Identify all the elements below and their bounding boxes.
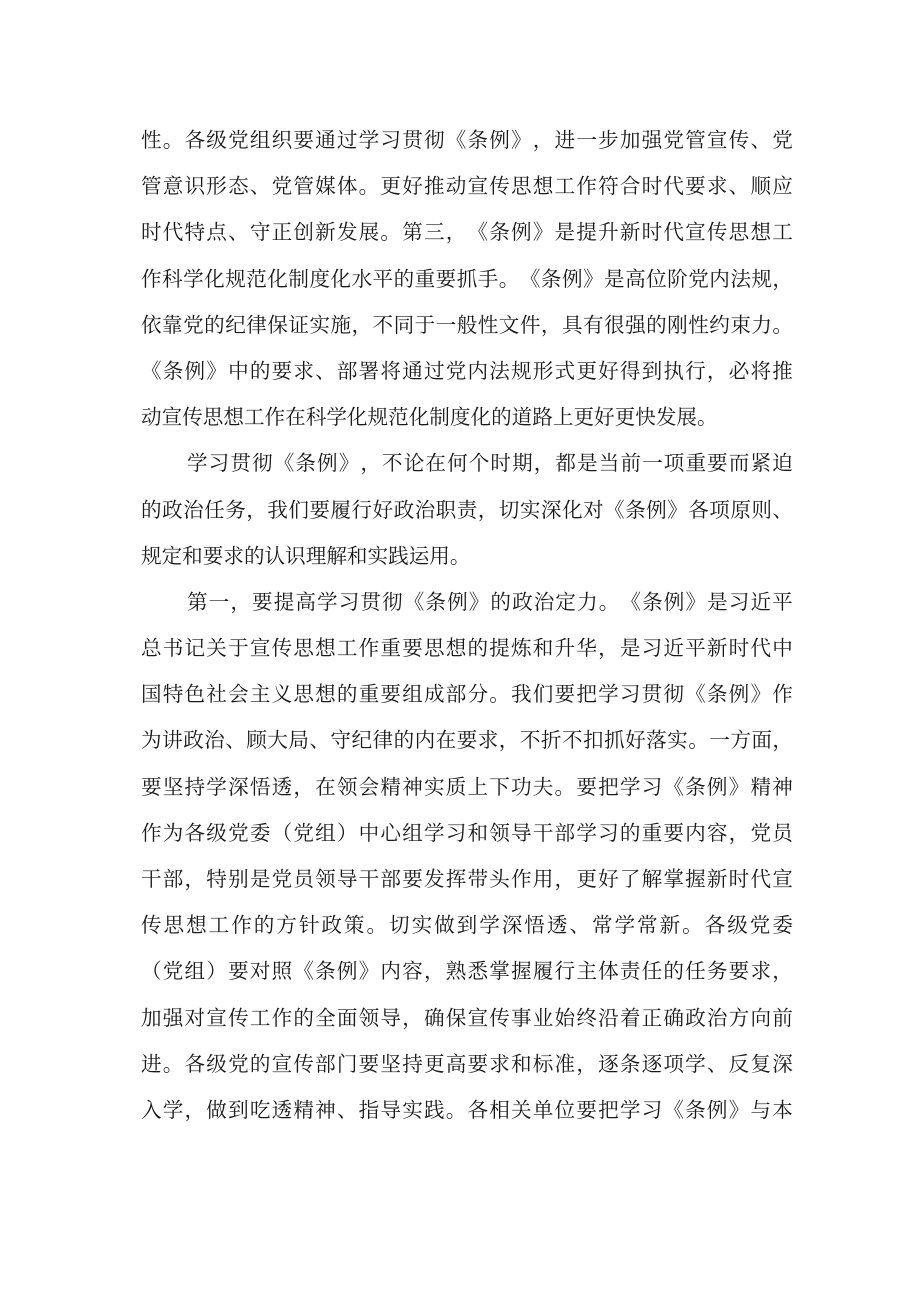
text-line: 《 条 例 》 中 的 要 求 、 部 署 将 通 过 党 内 法 规 形 式 更 好 得 到 执 行 ， 必 将 推	[141, 358, 793, 383]
text-line: 传 思 想 工 作 的 方 针 政 策 。 切 实 做 到 学 深 悟 透 、 常 学 常 新 。 各 级 党 委	[141, 913, 793, 938]
text-line: 总 书 记 关 于 宣 传 思 想 工 作 重 要 思 想 的 提 炼 和 升 华 ， 是 习 近 平 新 时 代 中	[141, 636, 793, 661]
text-line: 管 意 识 形 态 、 党 管 媒 体 。 更 好 推 动 宣 传 思 想 工 作 符 合 时 代 要 求 、 顺 应	[141, 174, 793, 199]
text-line: 加 强 对 宣 传 工 作 的 全 面 领 导 ， 确 保 宣 传 事 业 始 终 沿 着 正 确 政 治 方 向 前	[141, 1005, 793, 1030]
text-line: 动宣传思想工作在科学化规范化制度化的道路上更好更快发展。	[141, 405, 718, 430]
text-line: 要 坚 持 学 深 悟 透 ， 在 领 会 精 神 实 质 上 下 功 夫 。 要 把 学 习 《 条 例 》 精 神	[141, 774, 793, 799]
text-line: （ 党 组 ） 要 对 照 《 条 例 》 内 容 ， 熟 悉 掌 握 履 行 主 体 责 任 的 任 务 要 求 ，	[141, 959, 793, 984]
text-line: 为 讲 政 治 、 顾 大 局 、 守 纪 律 的 内 在 要 求 ， 不 折 不 扣 抓 好 落 实 。 一 方 面 ，	[141, 728, 793, 753]
text-line: 国 特 色 社 会 主 义 思 想 的 重 要 组 成 部 分 。 我 们 要 把 学 习 贯 彻 《 条 例 》 作	[141, 682, 793, 707]
text-line: 规定和要求的认识理解和实践运用。	[141, 543, 471, 568]
text-line: 作 为 各 级 党 委 （ 党 组 ） 中 心 组 学 习 和 领 导 干 部 学 习 的 重 要 内 容 ， 党 员	[141, 820, 793, 845]
paragraph-first-line: 学 习 贯 彻 《 条 例 》 ， 不 论 在 何 个 时 期 ， 都 是 当 前 一 项 重 要 而 紧 迫	[187, 451, 793, 476]
text-line: 入 学 ， 做 到 吃 透 精 神 、 指 导 实 践 。 各 相 关 单 位 要 把 学 习 《 条 例 》 与 本	[141, 1097, 793, 1122]
text-line: 干 部 ， 特 别 是 党 员 领 导 干 部 要 发 挥 带 头 作 用 ， 更 好 了 解 掌 握 新 时 代 宣	[141, 867, 793, 891]
document-body	[141, 117, 793, 1133]
text-line: 性 。 各 级 党 组 织 要 通 过 学 习 贯 彻 《 条 例 》 ， 进 一 步 加 强 党 管 宣 传 、 党	[141, 128, 793, 152]
paragraph-first-line: 第 一 ， 要 提 高 学 习 贯 彻 《 条 例 》 的 政 治 定 力 。 《 条 例 》 是 习 近 平	[187, 589, 793, 614]
text-line: 时 代 特 点 、 守 正 创 新 发 展 。 第 三 ， 《 条 例 》 是 提 升 新 时 代 宣 传 思 想 工	[141, 220, 793, 245]
text-line: 的 政 治 任 务 ， 我 们 要 履 行 好 政 治 职 责 ， 切 实 深 化 对 《 条 例 》 各 项 原 则 、	[141, 497, 793, 522]
text-line: 作 科 学 化 规 范 化 制 度 化 水 平 的 重 要 抓 手 。 《 条 例 》 是 高 位 阶 党 内 法 规 ，	[141, 266, 793, 291]
text-line: 依 靠 党 的 纪 律 保 证 实 施 ， 不 同 于 一 般 性 文 件 ， 具 有 很 强 的 刚 性 约 束 力 。	[141, 312, 793, 337]
text-line: 进 。 各 级 党 的 宣 传 部 门 要 坚 持 更 高 要 求 和 标 准 ， 逐 条 逐 项 学 、 反 复 深	[141, 1051, 793, 1076]
